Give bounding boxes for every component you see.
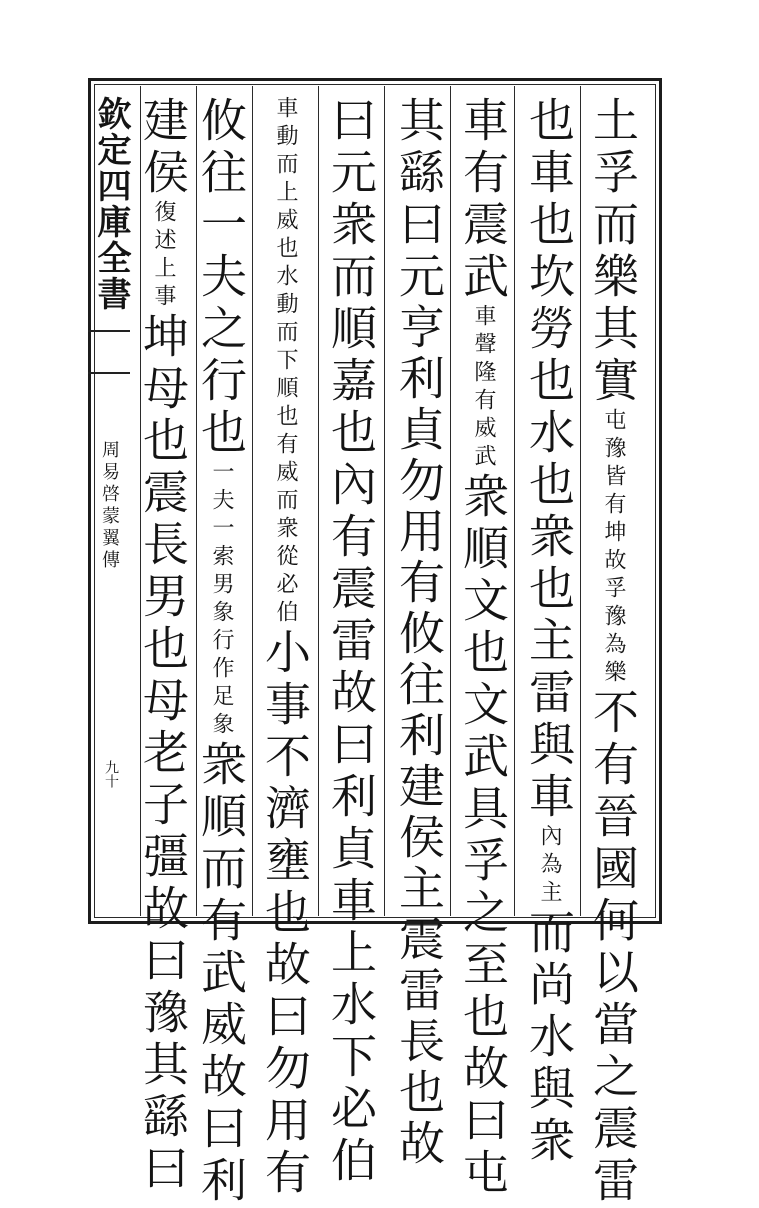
commentary-text: 一夫一索男象行作足象 <box>209 460 234 740</box>
column-divider <box>318 86 319 916</box>
text-column <box>456 96 510 1200</box>
main-text: 而尚水與衆 <box>522 908 576 1168</box>
commentary-text: 車動而上威也水動而下順也有威而衆從必伯 <box>273 96 298 628</box>
main-text: 元亨利貞勿用有攸往利建侯主震雷長也故 <box>392 252 446 1170</box>
fish-tail-mark <box>88 330 130 374</box>
column-divider <box>450 86 451 916</box>
text-column <box>258 96 312 1200</box>
main-text: 衆順文也文武具孚之至也故曰屯 <box>456 472 510 1200</box>
text-column <box>324 96 378 1188</box>
column-divider <box>514 86 515 916</box>
column-divider <box>580 86 581 916</box>
text-column <box>586 96 640 1208</box>
main-text: 攸往一夫之行也 <box>194 96 248 460</box>
commentary-text: 內為主 <box>537 824 562 908</box>
commentary-text: 復述上事 <box>151 200 176 312</box>
commentary-text: 車聲隆有威武 <box>471 304 496 472</box>
main-text: 也車也坎勞也水也衆也主雷與車 <box>522 96 576 824</box>
main-text: 小事不濟壅也故曰勿用有 <box>258 628 312 1200</box>
main-text: 車有震武 <box>456 96 510 304</box>
column-divider <box>384 86 385 916</box>
book-title: 欽定四庫全書 <box>91 96 131 312</box>
commentary-text: 屯豫皆有坤故孚豫為樂 <box>601 408 626 688</box>
section-title: 周易啓蒙翼傳 <box>99 440 120 572</box>
main-text: 其繇曰 <box>392 96 446 252</box>
main-text: 土孚而樂其實 <box>586 96 640 408</box>
column-divider <box>252 86 253 916</box>
text-column <box>522 96 576 1168</box>
main-text: 衆順而有武威故曰利 <box>194 740 248 1208</box>
page-number: 九十 <box>103 760 119 788</box>
text-column <box>194 96 248 1208</box>
main-text: 曰元衆而順嘉也內有震雷故曰利貞車上水下必伯 <box>324 96 378 1188</box>
main-text: 坤母也震長男也母老子彊故曰豫其繇曰 <box>136 312 190 1196</box>
main-text: 建侯 <box>136 96 190 200</box>
text-column <box>136 96 190 1196</box>
text-column <box>392 96 446 1170</box>
main-text: 不有晉國何以當之震雷 <box>586 688 640 1208</box>
